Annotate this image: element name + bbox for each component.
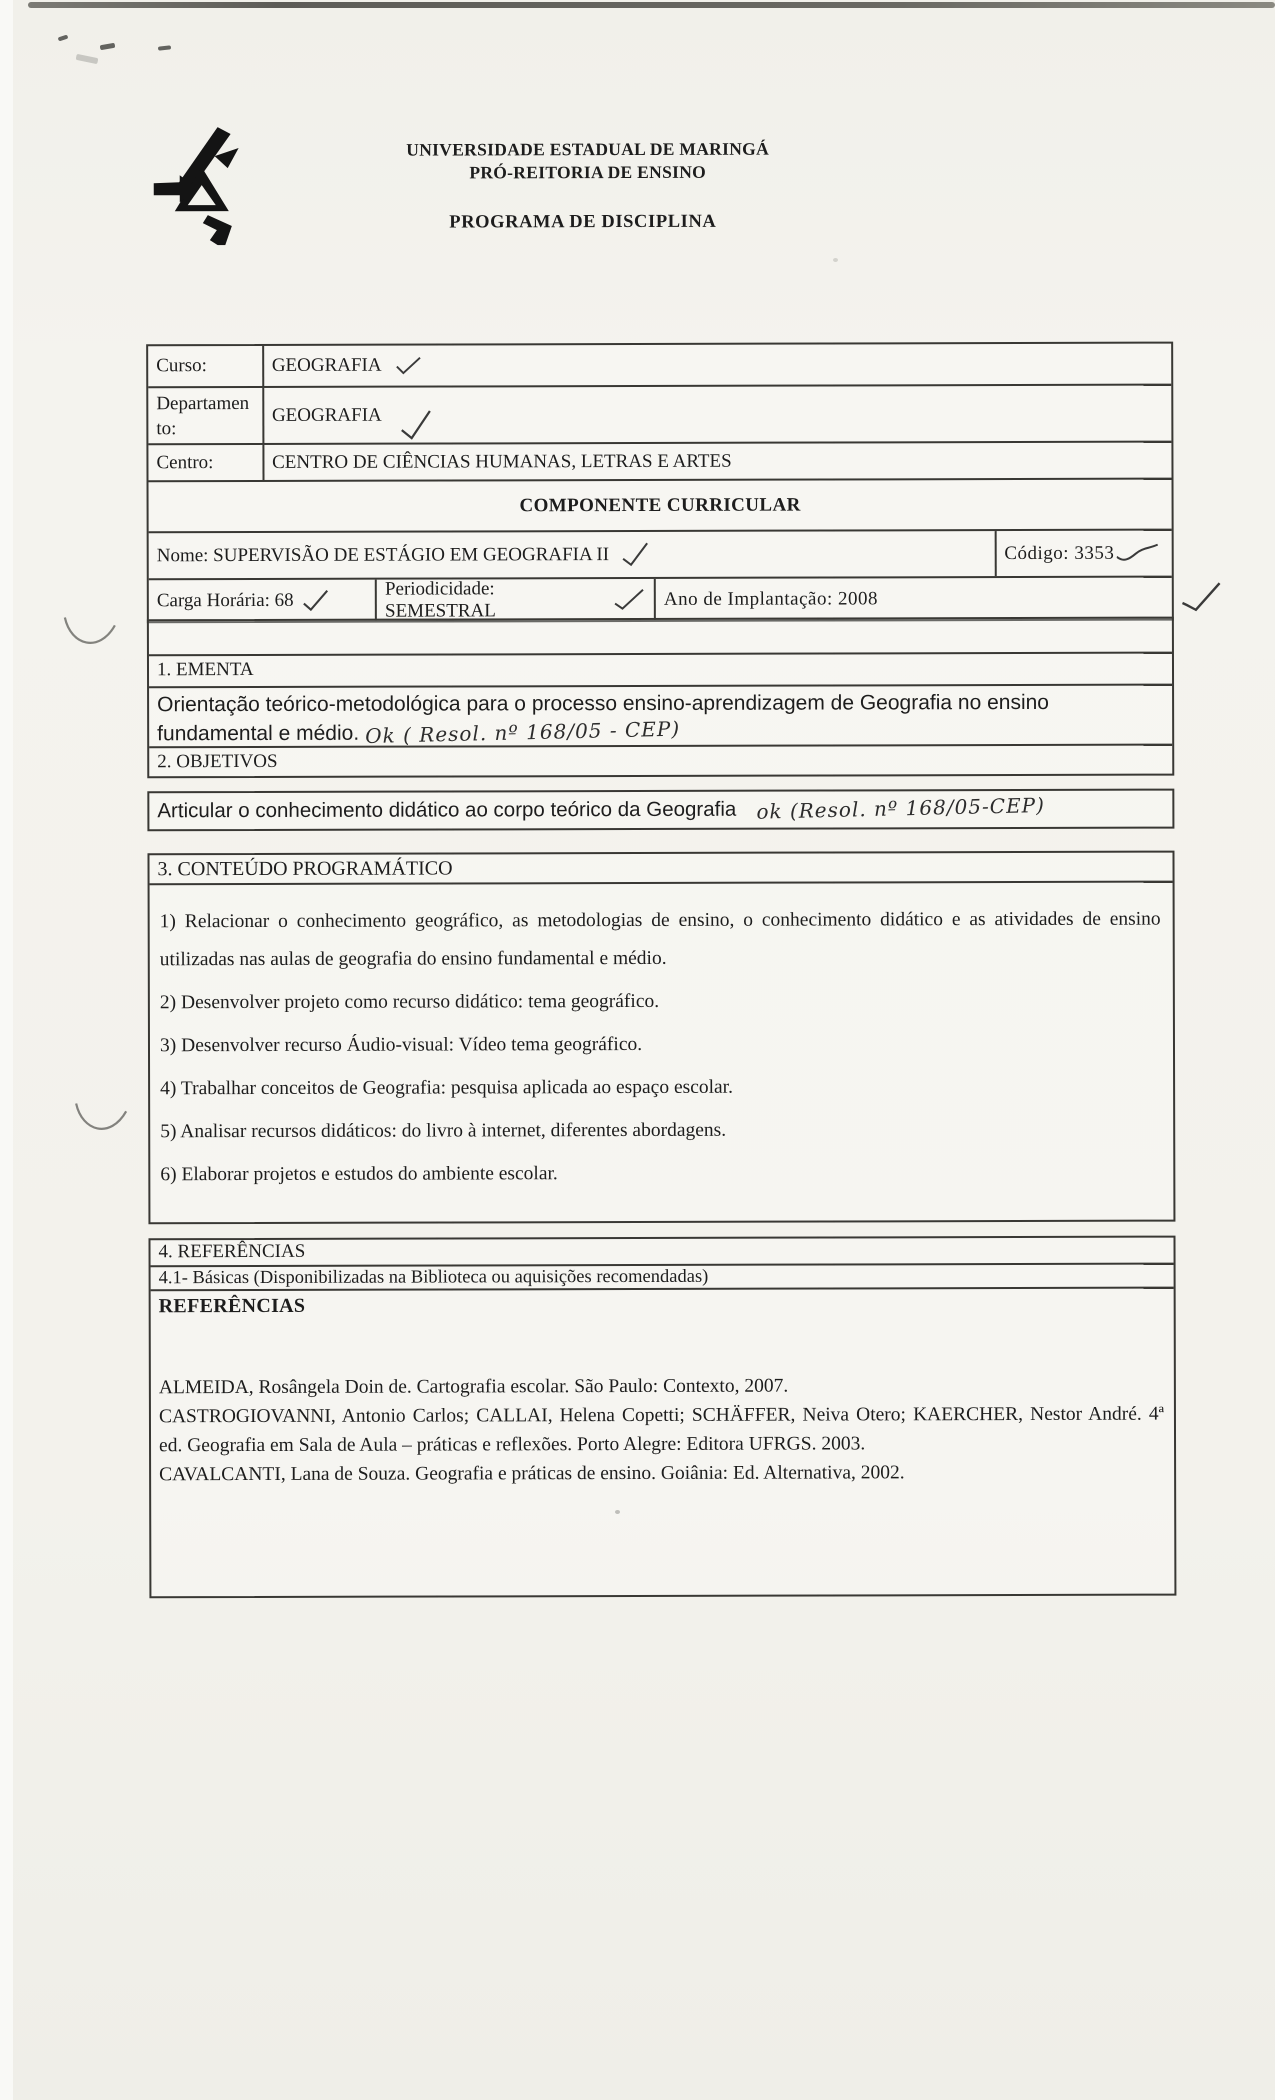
ano-implantacao-cell <box>654 578 1172 620</box>
referencias-entries <box>159 1371 1164 1490</box>
conteudo-item: 5) Analisar recursos didáticos: do livro à internet, diferentes abordagens. <box>160 1119 727 1143</box>
ementa-text: Orientação teórico-metodológica para o processo ensino-aprendizagem de Geografia no ensino fundamental e médio. <box>157 690 1049 746</box>
codigo-cell <box>994 531 1171 576</box>
reference-entry: ALMEIDA, Rosângela Doin de. Cartografia escolar. São Paulo: Contexto, 2007. <box>158 1375 789 1399</box>
departamento-value: GEOGRAFIA <box>271 404 382 426</box>
centro-value: CENTRO DE CIÊNCIAS HUMANAS, LETRAS E ARTES <box>262 443 1171 480</box>
referencias-subheading: 4.1- Básicas (Disponibilizadas na Biblioteca ou aquisições recomendadas) <box>151 1263 1174 1290</box>
referencias-body <box>151 1287 1175 1490</box>
checkmark-icon <box>612 587 647 612</box>
objetivos-handwriting: ok (Resol. nº 168/05-CEP) <box>755 792 1045 824</box>
conteudo-item: 3) Desenvolver recurso Áudio-visual: Vídeo tema geográfico. <box>159 1033 643 1057</box>
checkmark-icon <box>398 408 435 441</box>
carga-horaria-cell <box>149 580 375 622</box>
table-row-curso <box>148 344 1171 387</box>
periodicidade-cell <box>375 579 654 621</box>
codigo-value: Código: 3353 <box>1004 542 1115 564</box>
objetivos-heading: 2. OBJETIVOS <box>149 744 1172 777</box>
referencias-box <box>148 1236 1176 1599</box>
referencias-heading: 4. REFERÊNCIAS <box>158 1240 306 1263</box>
objetivos-box <box>147 789 1174 832</box>
carga-horaria-value: Carga Horária: 68 <box>156 589 294 611</box>
ementa-handwriting: Ok ( Resol. nº 168/05 - CEP) <box>364 716 681 749</box>
checkmark-icon <box>1178 580 1226 615</box>
margin-curve-mark <box>72 1095 130 1145</box>
reference-entry: CAVALCANTI, Lana de Souza. Geografia e práticas de ensino. Goiânia: Ed. Alternativa, 2002. <box>159 1462 905 1486</box>
table-row-centro <box>148 441 1171 481</box>
conteudo-item: 6) Elaborar projetos e estudos do ambiente escolar. <box>160 1163 558 1186</box>
curso-value-cell <box>262 344 1171 386</box>
objetivos-text: Articular o conhecimento didático ao corpo teórico da Geografia <box>157 797 737 823</box>
conteudo-item: 1) Relacionar o conhecimento geográfico, as metodologias de ensino, o conhecimento didático e as atividades de ensino utilizadas nas aulas de geografia do ensino fundamental e médio. <box>159 908 1161 971</box>
checkmark-icon <box>395 354 422 378</box>
checkmark-icon <box>620 540 653 568</box>
pro-reitoria: PRÓ-REITORIA DE ENSINO <box>469 161 707 183</box>
objetivos-text-block <box>149 791 1172 829</box>
curso-label: Curso: <box>156 355 207 377</box>
departamento-label: Departamento: <box>156 392 250 439</box>
conteudo-item: 4) Trabalhar conceitos de Geografia: pesquisa aplicada ao espaço escolar. <box>160 1076 734 1100</box>
componente-curricular-header: COMPONENTE CURRICULAR <box>149 478 1172 532</box>
table-row-departamento <box>148 384 1171 444</box>
referencias-inner-heading: REFERÊNCIAS <box>158 1294 306 1318</box>
reference-entry: CASTROGIOVANNI, Antonio Carlos; CALLAI, Helena Copetti; SCHÄFFER, Neiva Otero; KAERCHER, Nestor André. 4ª ed. Geografia em Sala de Aula – práticas e reflexões. Porto Alegre: Editora UFRGS. 2003. <box>158 1403 1164 1457</box>
nome-cell <box>149 531 995 578</box>
table-row-carga <box>149 576 1172 622</box>
university-name: UNIVERSIDADE ESTADUAL DE MARINGÁ <box>406 138 770 160</box>
conteudo-item: 2) Desenvolver projeto como recurso didático: tema geográfico. <box>159 990 660 1014</box>
empty-row <box>149 619 1172 655</box>
ementa-objetivos-box <box>147 617 1174 779</box>
info-table <box>146 342 1174 624</box>
conteudo-box <box>147 851 1175 1225</box>
table-row-nome <box>149 529 1172 579</box>
org-header <box>178 137 998 185</box>
checkmark-icon <box>301 587 331 613</box>
nome-value: Nome: SUPERVISÃO DE ESTÁGIO EM GEOGRAFIA II <box>156 543 610 566</box>
departamento-value-cell <box>262 386 1172 443</box>
periodicidade-value: Periodicidade: SEMESTRAL <box>384 577 496 622</box>
ano-implantacao-value: Ano de Implantação: 2008 <box>663 587 879 610</box>
pen-swoosh-icon <box>1116 543 1158 563</box>
curso-value: GEOGRAFIA <box>271 354 382 376</box>
conteudo-heading: 3. CONTEÚDO PROGRAMÁTICO <box>149 853 1172 886</box>
ementa-heading: 1. EMENTA <box>149 652 1172 687</box>
centro-label: Centro: <box>156 451 214 473</box>
margin-curve-mark <box>61 609 119 659</box>
ementa-text-block <box>149 684 1172 747</box>
page-title: PROGRAMA DE DISCIPLINA <box>449 211 717 233</box>
conteudo-items <box>150 883 1174 1195</box>
